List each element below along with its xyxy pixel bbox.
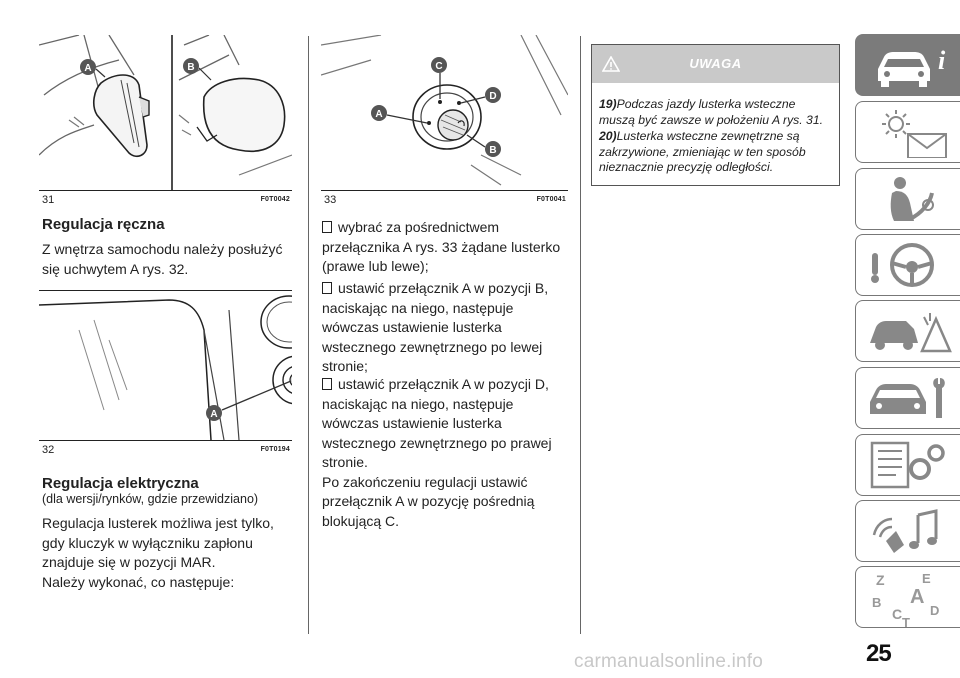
figure-31-label-b: B bbox=[187, 62, 195, 73]
text-line: przełącznika A rys. 33 żądane lusterko bbox=[322, 238, 561, 255]
svg-text:i: i bbox=[938, 46, 946, 75]
text-line: wówczas ustawienie lusterka bbox=[322, 319, 502, 335]
sidebar-tab-starting-driving[interactable] bbox=[855, 234, 960, 296]
warning-box bbox=[591, 44, 840, 186]
text-line: zakrzywione, zmieniając w ten sposób bbox=[599, 144, 806, 159]
checkbox-bullet-icon bbox=[322, 378, 332, 390]
figure-33-label-c: C bbox=[435, 61, 443, 72]
sidebar-tab-car-info[interactable] bbox=[855, 34, 960, 96]
index-letter: Z bbox=[876, 572, 885, 588]
specifications-icon bbox=[866, 439, 956, 491]
watermark: carmanualsonline.info bbox=[574, 651, 764, 672]
sidebar-tab-technical-data[interactable] bbox=[855, 434, 960, 496]
text-line: nieznacznie precyzję odległości. bbox=[599, 160, 774, 174]
text-line: przełącznik A w pozycję pośrednią bbox=[322, 493, 535, 509]
text-line: naciskając na niego, następuje bbox=[322, 395, 514, 412]
figure-33-label-a: B bbox=[489, 145, 497, 156]
figure-32-code: F0T0194 bbox=[260, 446, 290, 453]
text-line: ustawić przełącznik A w pozycji B, bbox=[338, 280, 549, 296]
text-line: się uchwytem A rys. 32. bbox=[42, 260, 189, 277]
figure-31-code: F0T0042 bbox=[260, 196, 290, 203]
text-line: Regulacja lusterek możliwa jest tylko, bbox=[42, 515, 274, 531]
checkbox-bullet-icon bbox=[322, 221, 332, 233]
note-number: 20) bbox=[599, 129, 617, 143]
text-line: naciskając na niego, następuje bbox=[322, 299, 514, 316]
figure-32 bbox=[39, 290, 292, 460]
column-divider bbox=[580, 36, 581, 634]
column-divider bbox=[308, 36, 309, 634]
sidebar-tab-safety[interactable] bbox=[855, 168, 960, 230]
warning-lights-icon bbox=[866, 106, 956, 158]
figure-32-label-a: A bbox=[210, 409, 218, 420]
index-letter: C bbox=[892, 606, 903, 622]
text-line: wstecznego zewnętrznego po prawej bbox=[322, 434, 552, 451]
text-line: muszą być zawsze w położeniu A rys. 31. bbox=[599, 112, 823, 127]
electric-adjustment-text bbox=[42, 514, 274, 592]
index-letter: A bbox=[910, 586, 925, 608]
sidebar-tab-maintenance[interactable] bbox=[855, 367, 960, 429]
bullet-item-select-mirror bbox=[322, 218, 560, 277]
text-line: wstecznego zewnętrznego po lewej bbox=[322, 338, 543, 355]
bullet-item-position-d bbox=[322, 375, 552, 531]
car-info-icon bbox=[866, 39, 956, 91]
figure-31-label-a: A bbox=[84, 63, 92, 74]
warning-header bbox=[592, 45, 839, 83]
text-line: Podczas jazdy lusterka wsteczne bbox=[616, 97, 796, 111]
page-number: 25 bbox=[866, 640, 891, 667]
note-number: 19) bbox=[599, 97, 617, 111]
sidebar-tab-warning-lights[interactable] bbox=[855, 101, 960, 163]
manual-adjustment-text bbox=[42, 240, 282, 279]
warning-title: UWAGA bbox=[689, 56, 742, 71]
index-letter: E bbox=[922, 571, 931, 586]
figure-33-label-b: A bbox=[375, 109, 383, 120]
figure-31-number: 31 bbox=[42, 194, 55, 206]
figure-33-label-d: D bbox=[489, 91, 497, 102]
heading-manual-adjustment: Regulacja ręczna bbox=[42, 216, 165, 233]
text-line: Z wnętrza samochodu należy posłużyć bbox=[42, 241, 283, 257]
text-line: znajduje się w pozycji MAR. bbox=[42, 554, 216, 570]
figure-31-illustration bbox=[39, 35, 292, 195]
text-line: Po zakończeniu regulacji ustawić bbox=[322, 473, 528, 490]
text-line: ustawić przełącznik A w pozycji D, bbox=[338, 376, 549, 392]
figure-31 bbox=[39, 35, 292, 210]
text-line: blokującą C. bbox=[322, 512, 400, 529]
warning-note-20 bbox=[599, 129, 835, 176]
index-letter: D bbox=[930, 603, 940, 618]
text-line: stronie. bbox=[322, 454, 368, 470]
figure-33-illustration bbox=[321, 35, 568, 190]
bullet-item-position-b bbox=[322, 279, 548, 377]
electric-adjustment-subtitle: (dla wersji/rynków, gdzie przewidziano) bbox=[42, 492, 259, 506]
figure-33-number: 33 bbox=[324, 194, 337, 206]
figure-32-illustration bbox=[39, 290, 292, 440]
text-line: wybrać za pośrednictwem bbox=[338, 219, 500, 235]
sidebar-tab-emergency[interactable] bbox=[855, 300, 960, 362]
car-maintenance-icon bbox=[866, 372, 956, 424]
seat-belt-icon bbox=[866, 173, 956, 225]
index-letter: B bbox=[872, 595, 882, 610]
figure-33 bbox=[321, 35, 568, 210]
index-letter: T bbox=[902, 615, 910, 627]
steering-wheel-icon bbox=[866, 239, 956, 291]
figure-33-code: F0T0041 bbox=[536, 196, 566, 203]
text-line: gdy kluczyk w wyłączniku zapłonu bbox=[42, 534, 253, 551]
text-line: Lusterka wsteczne zewnętrzne są bbox=[616, 129, 800, 143]
text-line: stronie; bbox=[322, 358, 368, 374]
sidebar-tab-multimedia[interactable] bbox=[855, 500, 960, 562]
accident-icon bbox=[866, 305, 956, 357]
text-line: (prawe lub lewe); bbox=[322, 258, 429, 274]
checkbox-bullet-icon bbox=[322, 282, 332, 294]
text-line: wówczas ustawienie lusterka bbox=[322, 415, 502, 431]
alphabetical-index-icon bbox=[866, 571, 956, 627]
figure-32-number: 32 bbox=[42, 444, 55, 456]
sidebar-tab-index[interactable] bbox=[855, 566, 960, 628]
text-line: Należy wykonać, co następuje: bbox=[42, 573, 235, 590]
warning-note-19 bbox=[599, 97, 835, 128]
multimedia-icon bbox=[866, 505, 956, 557]
heading-electric-adjustment: Regulacja elektryczna bbox=[42, 475, 199, 492]
